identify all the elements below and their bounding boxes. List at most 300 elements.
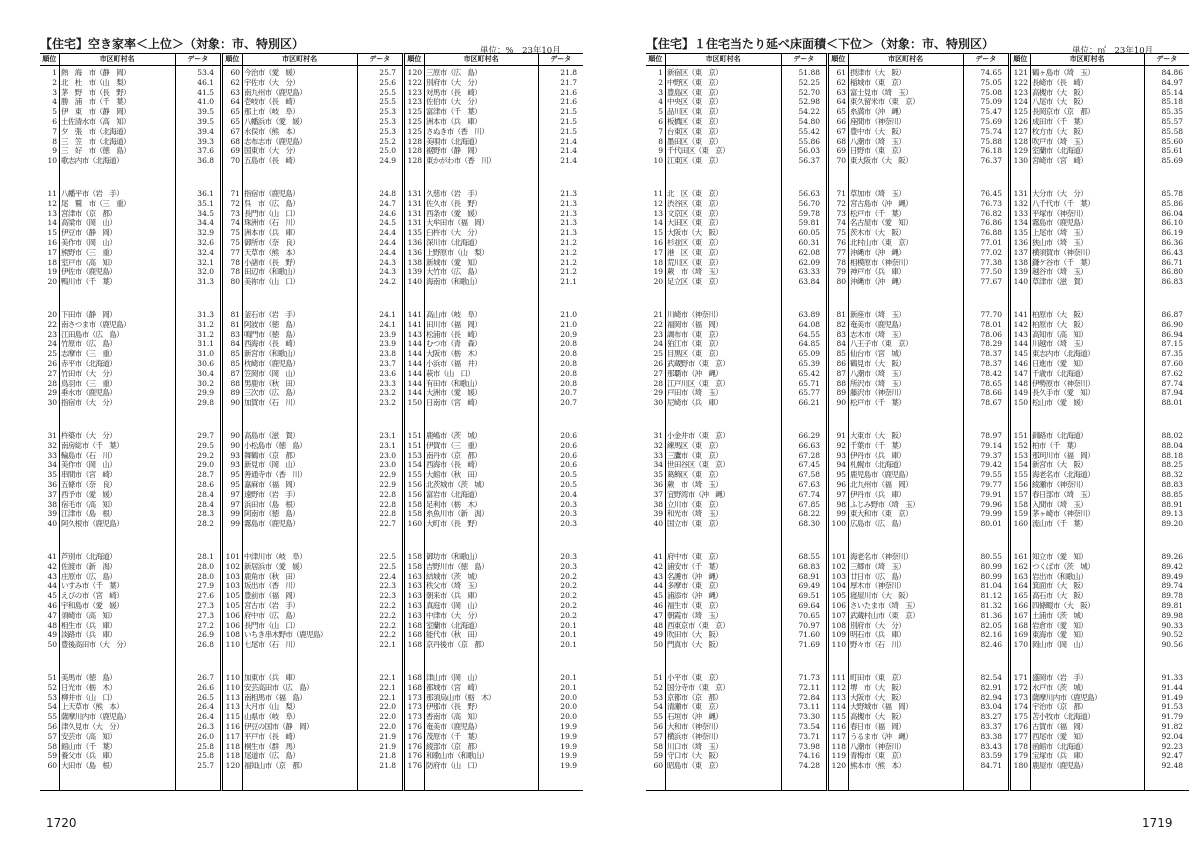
value-cell: 25.7: [379, 68, 396, 77]
value-cell: 64.08: [798, 319, 820, 329]
table-row: [223, 68, 402, 78]
table-row: [223, 630, 402, 640]
table-row: [223, 379, 402, 389]
value-cell: 67.74: [798, 489, 820, 499]
value-cell: 56.70: [798, 198, 820, 208]
value-cell: 22.5: [379, 561, 396, 571]
city-cell: 吹戸市（埼 玉）: [1032, 136, 1088, 146]
rank-cell: 74: [230, 218, 240, 228]
rank-cell: 163: [1013, 571, 1028, 581]
city-cell: ふじみ野市（埼 玉）: [850, 499, 919, 509]
table-row: [223, 490, 402, 500]
value-cell: 27.3: [197, 610, 214, 620]
city-cell: 加賀市（石 川）: [244, 398, 300, 408]
value-cell: 22.0: [379, 721, 396, 731]
city-cell: 土佐清水市（高 知）: [61, 116, 130, 126]
city-cell: 大月市（山 梨）: [244, 702, 300, 712]
rank-cell: 114: [831, 702, 846, 712]
city-cell: 館山市（千 葉）: [61, 741, 117, 751]
rank-cell: 77: [230, 247, 240, 257]
value-cell: 79.99: [980, 509, 1002, 519]
value-cell: 83.27: [980, 712, 1002, 722]
value-cell: 88.18: [1161, 450, 1183, 460]
city-cell: 高槻市（大 阪）: [1032, 87, 1088, 97]
rank-cell: 85: [230, 358, 240, 368]
city-cell: 伊豆市（静 岡）: [61, 228, 117, 238]
city-cell: 中央区（東 京）: [667, 97, 723, 107]
rank-cell: 81: [836, 310, 846, 319]
table-row: [223, 359, 402, 369]
table-row: [646, 127, 826, 137]
value-cell: 87.60: [1161, 358, 1183, 368]
city-cell: 宮崎市（宮 崎）: [1032, 156, 1088, 166]
table-header: [405, 54, 583, 66]
rank-cell: 5: [658, 107, 663, 117]
row-group: [829, 68, 1008, 166]
table-row: [1011, 552, 1189, 562]
rank-cell: 144: [407, 349, 422, 359]
table-row: [829, 78, 1008, 88]
city-cell: 宝塚市（兵 庫）: [1032, 751, 1088, 761]
rank-cell: 78: [230, 267, 240, 277]
value-cell: 35.1: [197, 198, 214, 208]
rank-cell: 106: [225, 610, 240, 620]
rank-cell: 144: [1013, 339, 1028, 349]
city-cell: 横須賀市（神奈川）: [1032, 247, 1095, 257]
rank-cell: 93: [230, 460, 240, 470]
value-cell: 76.45: [980, 189, 1002, 198]
value-cell: 71.60: [798, 630, 820, 640]
rank-cell: 40: [47, 519, 57, 529]
table-row: [646, 379, 826, 389]
value-cell: 20.6: [560, 450, 577, 460]
city-cell: 臼杵市（大 分）: [426, 228, 482, 238]
city-cell: 京都市（京 都）: [667, 692, 723, 702]
value-cell: 68.30: [798, 519, 820, 529]
city-cell: つくば市（茨 城）: [1032, 561, 1095, 571]
table-row: [646, 441, 826, 451]
table-row: [405, 137, 583, 147]
rank-cell: 63: [836, 87, 846, 97]
table-row: [405, 702, 583, 712]
value-cell: 22.8: [379, 489, 396, 499]
table-row: [1011, 611, 1189, 621]
city-cell: 宇佐市（大 分）: [244, 77, 300, 87]
table-row: [829, 379, 1008, 389]
table-row: [829, 258, 1008, 268]
table-row: [1011, 349, 1189, 359]
city-cell: 霧島市（鹿児島）: [244, 519, 300, 529]
rank-cell: 106: [831, 600, 846, 610]
value-cell: 24.3: [379, 257, 396, 267]
table-row: [1011, 470, 1189, 480]
city-cell: 指宿市（大 分）: [61, 398, 117, 408]
value-cell: 73.71: [798, 731, 820, 741]
rank-cell: 33: [653, 450, 663, 460]
rank-cell: 102: [831, 561, 846, 571]
table-header: [40, 54, 220, 66]
city-cell: 足利市（栃 木）: [426, 499, 482, 509]
value-cell: 78.97: [980, 431, 1002, 440]
rank-cell: 168: [407, 640, 422, 650]
value-cell: 26.7: [197, 673, 214, 682]
city-cell: 大田区（東 京）: [667, 218, 723, 228]
table-row: [223, 146, 402, 156]
rank-cell: 178: [1013, 741, 1028, 751]
table-row: [405, 601, 583, 611]
table-row: [405, 751, 583, 761]
table-row: [40, 751, 220, 761]
rank-cell: 90: [836, 398, 846, 408]
rank-cell: 162: [1013, 561, 1028, 571]
value-cell: 80.01: [980, 519, 1002, 529]
table-row: [1011, 581, 1189, 591]
value-cell: 73.30: [798, 712, 820, 722]
table-row: [1011, 630, 1189, 640]
value-cell: 21.6: [560, 97, 577, 107]
rank-cell: 36: [653, 479, 663, 489]
table-row: [223, 591, 402, 601]
city-cell: 別府市（大 分）: [850, 620, 906, 630]
city-cell: 平塚市（神奈川）: [1032, 208, 1088, 218]
city-cell: 勝 浦 市（千 葉）: [61, 97, 130, 107]
table-row: [829, 349, 1008, 359]
table-row: [1011, 388, 1189, 398]
rank-cell: 116: [831, 721, 846, 731]
row-group: [40, 552, 220, 650]
rank-cell: 26: [47, 358, 57, 368]
city-cell: 阿久根市（鹿児島）: [61, 519, 124, 529]
rank-cell: 111: [831, 673, 846, 682]
rank-cell: 50: [47, 640, 57, 650]
value-cell: 74.28: [798, 761, 820, 771]
rank-cell: 52: [47, 682, 57, 692]
rank-cell: 137: [1013, 247, 1028, 257]
city-cell: 千葉市（千 葉）: [850, 440, 906, 450]
value-cell: 56.37: [798, 156, 820, 166]
rank-cell: 76: [836, 237, 846, 247]
table-row: [829, 480, 1008, 490]
row-group: [405, 552, 583, 650]
rank-cell: 156: [1013, 479, 1028, 489]
table-row: [40, 611, 220, 621]
row-group: [405, 431, 583, 529]
table-row: [40, 189, 220, 199]
rank-cell: 123: [407, 97, 422, 107]
value-cell: 85.69: [1161, 156, 1183, 166]
table-row: [646, 218, 826, 228]
city-cell: 新居浜市（愛 媛）: [244, 561, 307, 571]
value-cell: 22.8: [379, 509, 396, 519]
city-cell: 日野市（東 京）: [850, 146, 906, 156]
city-cell: 宮古市（岩 手）: [244, 600, 300, 610]
city-cell: 武蔵野市（東 京）: [667, 358, 730, 368]
page-number: 1719: [1142, 816, 1173, 830]
city-cell: 志布志市（鹿児島）: [244, 136, 307, 146]
value-cell: 76.88: [980, 228, 1002, 238]
rank-cell: 108: [831, 620, 846, 630]
city-cell: 真庭市（岡 山）: [426, 600, 482, 610]
rank-cell: 17: [47, 247, 57, 257]
city-cell: 杵築市（大 分）: [61, 431, 117, 440]
rank-cell: 131: [407, 198, 422, 208]
city-cell: 千代田区（東 京）: [667, 146, 730, 156]
city-cell: 石垣市（沖 縄）: [667, 712, 723, 722]
city-cell: 珠洲市（石 川）: [244, 218, 300, 228]
table-row: [405, 78, 583, 88]
table-row: [405, 451, 583, 461]
city-cell: 福知山市（京 都）: [244, 761, 307, 771]
city-cell: 南九州市（鹿児島）: [244, 87, 307, 97]
city-cell: 茂原市（千 葉）: [426, 731, 482, 741]
table-row: [40, 621, 220, 631]
city-cell: 今治市（愛 媛）: [244, 68, 300, 77]
rank-cell: 128: [1013, 136, 1028, 146]
city-cell: 別府市（大 分）: [426, 77, 482, 87]
rank-cell: 132: [1013, 198, 1028, 208]
rank-cell: 62: [230, 77, 240, 87]
value-cell: 22.5: [379, 552, 396, 561]
value-cell: 65.09: [798, 349, 820, 359]
rank-cell: 51: [47, 673, 57, 682]
value-cell: 68.83: [798, 561, 820, 571]
value-cell: 25.3: [379, 107, 396, 117]
city-cell: いすみ市（千 葉）: [61, 581, 124, 591]
table-row: [223, 267, 402, 277]
rank-cell: 155: [1013, 470, 1028, 480]
table-row: [405, 509, 583, 519]
city-cell: 秩父市（埼 玉）: [426, 581, 482, 591]
table-row: [646, 621, 826, 631]
table-row: [223, 562, 402, 572]
value-cell: 41.0: [197, 97, 214, 107]
rank-cell: 98: [836, 499, 846, 509]
rank-cell: 176: [1013, 721, 1028, 731]
rank-cell: 42: [653, 561, 663, 571]
rank-cell: 18: [653, 257, 663, 267]
rank-cell: 29: [653, 388, 663, 398]
value-cell: 25.8: [197, 741, 214, 751]
table-row: [1011, 88, 1189, 98]
value-cell: 20.1: [560, 620, 577, 630]
city-cell: 垂水市（鹿児島）: [61, 388, 117, 398]
city-cell: 久慈市（岩 手）: [426, 189, 482, 198]
table-row: [1011, 431, 1189, 441]
table-row: [1011, 310, 1189, 320]
table-row: [405, 683, 583, 693]
table-row: [405, 107, 583, 117]
city-cell: 四條畷市（大 阪）: [1032, 600, 1095, 610]
row-group: [40, 68, 220, 166]
table-row: [1011, 258, 1189, 268]
rank-cell: 34: [47, 460, 57, 470]
city-cell: 安芸市（高 知）: [61, 731, 117, 741]
city-cell: 壱岐市（長 崎）: [244, 97, 300, 107]
city-cell: 七尾市（石 川）: [244, 640, 300, 650]
rank-cell: 84: [230, 339, 240, 349]
header-city: 市区町村名: [666, 54, 782, 65]
rank-cell: 16: [653, 237, 663, 247]
city-cell: 那須烏山市（栃 木）: [426, 692, 495, 702]
city-cell: 養父市（兵 庫）: [61, 751, 117, 761]
rank-cell: 57: [653, 731, 663, 741]
value-cell: 62.09: [798, 257, 820, 267]
table-row: [405, 441, 583, 451]
table-row: [223, 248, 402, 258]
value-cell: 83.37: [980, 721, 1002, 731]
table-row: [1011, 572, 1189, 582]
table-row: [223, 199, 402, 209]
city-cell: 茅 野 市（長 野）: [61, 87, 130, 97]
city-cell: 枕崎市（鹿児島）: [244, 358, 300, 368]
rank-cell: 77: [836, 247, 846, 257]
table-row: [405, 673, 583, 683]
rank-cell: 139: [407, 267, 422, 277]
table-row: [1011, 209, 1189, 219]
table-row: [405, 581, 583, 591]
rank-cell: 71: [230, 189, 240, 198]
city-cell: 宇治市（京 都）: [1032, 702, 1088, 712]
value-cell: 21.4: [560, 156, 577, 166]
table-row: [829, 189, 1008, 199]
rank-cell: 72: [836, 198, 846, 208]
table-row: [646, 480, 826, 490]
rank-cell: 151: [407, 440, 422, 450]
value-cell: 88.01: [1161, 398, 1183, 408]
table-row: [1011, 238, 1189, 248]
rank-cell: 163: [407, 591, 422, 601]
city-cell: 宮古島市（沖 縄）: [850, 198, 913, 208]
table-row: [646, 156, 826, 166]
table-row: [223, 88, 402, 98]
header-value: データ: [550, 55, 572, 63]
rank-cell: 140: [407, 277, 422, 287]
table-row: [405, 480, 583, 490]
rank-cell: 27: [653, 368, 663, 378]
table-row: [40, 68, 220, 78]
table-row: [829, 398, 1008, 408]
value-cell: 86.90: [1161, 319, 1183, 329]
rank-cell: 144: [407, 368, 422, 378]
row-group: [405, 189, 583, 287]
value-cell: 29.9: [197, 388, 214, 398]
value-cell: 80.99: [980, 561, 1002, 571]
rank-cell: 164: [1013, 581, 1028, 591]
table-row: [40, 693, 220, 703]
value-cell: 23.1: [379, 440, 396, 450]
rank-cell: 78: [230, 257, 240, 267]
value-cell: 20.6: [560, 431, 577, 440]
value-cell: 24.3: [379, 267, 396, 277]
table-row: [646, 519, 826, 529]
table-row: [1011, 732, 1189, 742]
table-row: [829, 431, 1008, 441]
table-row: [829, 630, 1008, 640]
row-group: [405, 310, 583, 408]
rank-cell: 28: [653, 378, 663, 388]
row-group: [405, 673, 583, 771]
table-row: [829, 460, 1008, 470]
value-cell: 68.55: [798, 552, 820, 561]
value-cell: 23.3: [379, 378, 396, 388]
value-cell: 22.9: [379, 479, 396, 489]
value-cell: 90.56: [1161, 640, 1183, 650]
rank-cell: 115: [225, 712, 240, 722]
value-cell: 91.49: [1161, 692, 1183, 702]
rank-cell: 136: [1013, 237, 1028, 247]
rank-cell: 65: [836, 107, 846, 117]
rank-cell: 118: [225, 751, 240, 761]
value-cell: 31.3: [197, 277, 214, 287]
city-cell: 新座市（埼 玉）: [850, 310, 906, 319]
value-cell: 92.04: [1161, 731, 1183, 741]
table-row: [1011, 78, 1189, 88]
row-group: [40, 673, 220, 771]
table-row: [1011, 218, 1189, 228]
rank-cell: 58: [47, 741, 57, 751]
value-cell: 29.0: [197, 460, 214, 470]
rank-cell: 23: [47, 329, 57, 339]
rank-cell: 83: [230, 329, 240, 339]
city-cell: 鎌ケ谷市（千 葉）: [1032, 257, 1095, 267]
table-row: [223, 398, 402, 408]
rank-cell: 173: [407, 692, 422, 702]
value-cell: 63.84: [798, 277, 820, 287]
value-cell: 31.2: [197, 319, 214, 329]
rank-cell: 87: [836, 368, 846, 378]
rank-cell: 80: [836, 277, 846, 287]
table-row: [405, 490, 583, 500]
table-row: [223, 581, 402, 591]
table-row: [829, 693, 1008, 703]
rank-cell: 8: [52, 136, 57, 146]
value-cell: 24.2: [379, 277, 396, 287]
rank-cell: 3: [52, 87, 57, 97]
value-cell: 20.0: [560, 692, 577, 702]
table-row: [405, 258, 583, 268]
table-row: [405, 742, 583, 752]
city-cell: 尾 鷲 市（三 重）: [61, 198, 130, 208]
table-row: [223, 572, 402, 582]
table-row: [646, 228, 826, 238]
rank-cell: 175: [1013, 712, 1028, 722]
table-row: [40, 97, 220, 107]
rank-cell: 20: [47, 277, 57, 287]
rank-cell: 21: [653, 310, 663, 319]
table-column: [40, 53, 220, 791]
value-cell: 86.83: [1161, 277, 1183, 287]
table-row: [223, 107, 402, 117]
city-cell: 狛江市（東 京）: [667, 339, 723, 349]
city-cell: 朝来市（兵 庫）: [426, 591, 482, 601]
value-cell: 27.6: [197, 591, 214, 601]
rank-cell: 168: [1013, 620, 1028, 630]
table-row: [1011, 199, 1189, 209]
rank-cell: 61: [836, 68, 846, 77]
rank-cell: 52: [653, 682, 663, 692]
rank-cell: 73: [230, 208, 240, 218]
city-cell: 坂出市（香 川）: [244, 581, 300, 591]
rank-cell: 117: [225, 731, 240, 741]
city-cell: 津久見市（大 分）: [61, 721, 124, 731]
rank-cell: 116: [225, 721, 240, 731]
rank-cell: 53: [653, 692, 663, 702]
value-cell: 89.81: [1161, 600, 1183, 610]
value-cell: 34.5: [197, 208, 214, 218]
rank-cell: 11: [653, 189, 663, 198]
rank-cell: 6: [52, 116, 57, 126]
city-cell: 奄美市（鹿児島）: [850, 319, 906, 329]
